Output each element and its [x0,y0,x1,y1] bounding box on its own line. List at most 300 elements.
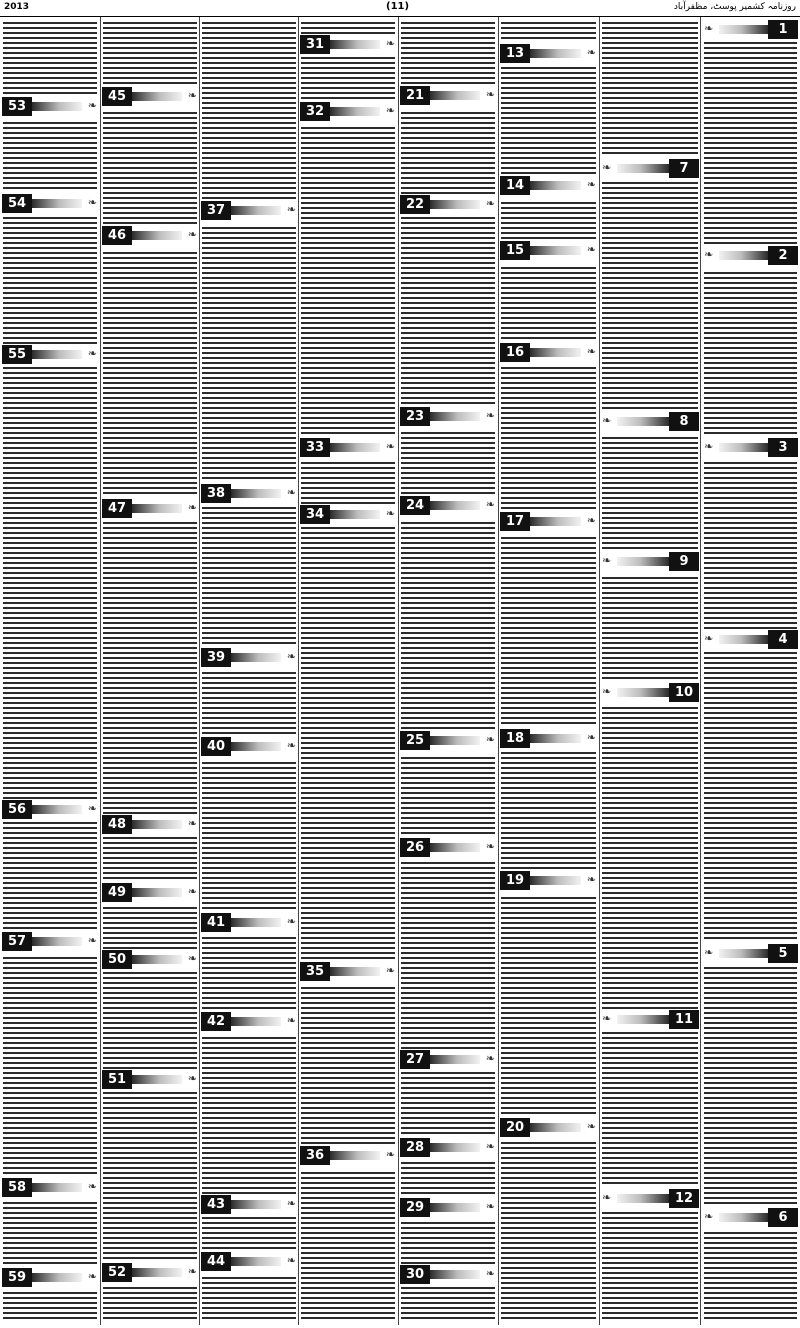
text-line [704,747,797,749]
text-line [103,1117,197,1119]
text-line [501,1317,596,1319]
text-line [3,727,97,729]
text-line [301,667,395,669]
text-line [704,392,797,394]
text-line [602,637,698,639]
text-line [103,702,197,704]
text-line [3,1157,97,1159]
text-line [103,1202,197,1204]
text-line [202,797,296,799]
column-rule [199,17,200,1325]
text-line [103,567,197,569]
text-line [704,387,797,389]
text-line [301,192,395,194]
text-line [3,717,97,719]
text-line [103,837,197,839]
text-line [202,547,296,549]
text-line [3,852,97,854]
text-line [301,917,395,919]
text-line [3,577,97,579]
text-line [602,287,698,289]
text-line [704,1192,797,1194]
text-line [602,652,698,654]
text-line [501,1302,596,1304]
text-line [401,1037,495,1039]
text-line [202,372,296,374]
text-line [3,562,97,564]
text-line [202,887,296,889]
text-line [301,477,395,479]
text-line [202,952,296,954]
text-line [704,652,797,654]
text-line [602,252,698,254]
text-line [704,402,797,404]
text-line [103,1062,197,1064]
text-line [202,972,296,974]
text-line [3,867,97,869]
text-line [103,362,197,364]
text-line [202,882,296,884]
text-line [401,22,495,24]
text-line [202,407,296,409]
text-line [301,1037,395,1039]
column-rule [700,17,701,1325]
gradient-bar [617,1194,669,1203]
text-line [501,712,596,714]
text-line [602,1152,698,1154]
text-line [401,632,495,634]
text-line [501,837,596,839]
text-line [501,987,596,989]
text-line [202,702,296,704]
text-line [103,377,197,379]
text-line [501,977,596,979]
text-line [401,437,495,439]
text-line [501,1037,596,1039]
story-marker [102,226,198,245]
text-line [103,947,197,949]
text-line [301,1317,395,1319]
text-line [501,1182,596,1184]
story-marker [102,883,198,902]
text-line [602,122,698,124]
text-line [3,832,97,834]
text-line [401,442,495,444]
text-line [3,437,97,439]
dove-icon: ❧ [586,243,596,256]
text-line [704,1147,797,1149]
text-line [401,1017,495,1019]
text-line [704,377,797,379]
text-line [501,367,596,369]
text-line [103,597,197,599]
text-line [3,137,97,139]
text-line [704,1262,797,1264]
text-line [501,302,596,304]
text-line [3,907,97,909]
text-line [3,977,97,979]
text-line [103,162,197,164]
text-line [401,1222,495,1224]
text-line [704,1062,797,1064]
text-line [202,1167,296,1169]
text-line [202,627,296,629]
text-line [202,867,296,869]
text-line [501,1247,596,1249]
text-line [103,327,197,329]
masthead-date: 2013 [4,2,30,12]
text-line [301,142,395,144]
text-line [602,367,698,369]
news-column [201,20,297,1324]
text-line [401,327,495,329]
story-number: 48 [102,815,132,834]
text-line [704,1047,797,1049]
story-marker [703,20,798,39]
text-line [103,62,197,64]
text-line [602,767,698,769]
text-line [103,477,197,479]
text-line [704,1077,797,1079]
text-line [704,1092,797,1094]
text-line [704,317,797,319]
text-line [704,537,797,539]
text-line [401,682,495,684]
text-line [3,1232,97,1234]
text-line [301,237,395,239]
story-number: 40 [201,737,231,756]
text-line [401,347,495,349]
text-line [202,1092,296,1094]
text-line [501,227,596,229]
text-line [103,1057,197,1059]
news-column [400,20,496,1324]
dove-icon: ❧ [586,514,596,527]
text-line [704,1287,797,1289]
text-line [501,1282,596,1284]
text-line [202,452,296,454]
text-line [301,792,395,794]
text-line [704,1152,797,1154]
text-line [3,487,97,489]
text-line [301,937,395,939]
text-line [103,1197,197,1199]
text-line [301,187,395,189]
text-line [704,587,797,589]
gradient-bar [231,489,281,498]
text-line [704,712,797,714]
text-line [103,252,197,254]
text-line [401,47,495,49]
text-line [704,72,797,74]
text-line [103,77,197,79]
text-line [501,652,596,654]
text-line [602,242,698,244]
text-line [3,457,97,459]
text-line [501,72,596,74]
text-line [301,952,395,954]
text-line [103,1312,197,1314]
text-line [602,197,698,199]
text-line [3,1137,97,1139]
text-line [401,487,495,489]
text-line [401,477,495,479]
text-line [3,342,97,344]
text-line [401,702,495,704]
text-line [602,387,698,389]
text-line [704,342,797,344]
story-marker [500,176,597,195]
text-line [602,597,698,599]
text-line [704,1042,797,1044]
text-line [103,1177,197,1179]
story-marker [400,838,496,857]
text-line [3,1002,97,1004]
text-line [3,1072,97,1074]
text-line [501,382,596,384]
text-line [501,152,596,154]
story-marker [400,496,496,515]
text-line [301,887,395,889]
text-line [602,507,698,509]
text-line [202,162,296,164]
text-line [3,737,97,739]
text-line [202,282,296,284]
text-line [301,942,395,944]
text-line [3,517,97,519]
text-line [401,1127,495,1129]
text-line [501,542,596,544]
text-line [401,562,495,564]
dove-icon: ❧ [187,1072,197,1085]
story-number: 42 [201,1012,231,1031]
story-marker [703,438,798,457]
gradient-bar [617,688,669,697]
text-line [3,267,97,269]
text-line [704,172,797,174]
text-line [301,1257,395,1259]
story-marker [2,97,98,116]
story-marker [2,932,98,951]
story-marker [601,412,699,431]
text-line [301,277,395,279]
text-line [103,412,197,414]
text-line [301,1302,395,1304]
text-line [301,147,395,149]
text-line [704,982,797,984]
text-line [3,1222,97,1224]
text-line [401,892,495,894]
text-line [103,1147,197,1149]
text-line [103,192,197,194]
text-line [401,1177,495,1179]
text-line [202,277,296,279]
story-number: 2 [768,246,798,265]
text-line [704,237,797,239]
story-marker [102,1263,198,1282]
text-line [401,962,495,964]
text-line [401,672,495,674]
text-line [501,927,596,929]
text-line [602,282,698,284]
text-line [401,817,495,819]
story-marker [500,512,597,531]
text-line [704,622,797,624]
text-line [401,257,495,259]
text-line [704,152,797,154]
text-line [501,1187,596,1189]
gradient-bar [530,246,581,255]
text-line [501,607,596,609]
text-line [3,322,97,324]
text-line [202,237,296,239]
text-line [602,732,698,734]
gradient-bar [231,918,281,927]
text-line [103,907,197,909]
text-line [401,67,495,69]
dove-icon: ❧ [87,934,97,947]
text-line [704,527,797,529]
text-line [401,362,495,364]
text-line [301,382,395,384]
text-line [602,922,698,924]
text-line [602,357,698,359]
story-number: 45 [102,87,132,106]
text-line [202,897,296,899]
text-line [3,697,97,699]
text-line [501,617,596,619]
text-line [103,317,197,319]
text-line [202,462,296,464]
text-line [602,1147,698,1149]
dove-icon: ❧ [602,414,612,427]
story-number: 21 [400,86,430,105]
text-line [602,1232,698,1234]
text-line [602,762,698,764]
text-line [301,817,395,819]
text-line [202,847,296,849]
text-line [301,392,395,394]
dove-icon: ❧ [187,89,197,102]
text-line [301,1217,395,1219]
text-line [301,762,395,764]
story-number: 39 [201,648,231,667]
text-line [704,287,797,289]
gradient-bar [231,1257,281,1266]
text-line [401,617,495,619]
text-line [602,672,698,674]
text-line [602,917,698,919]
text-line [602,1157,698,1159]
text-line [301,632,395,634]
text-line [103,177,197,179]
text-line [704,1052,797,1054]
text-line [301,802,395,804]
text-line [301,502,395,504]
text-line [401,912,495,914]
text-line [301,247,395,249]
text-line [3,492,97,494]
text-line [3,732,97,734]
text-line [3,687,97,689]
text-line [501,942,596,944]
text-line [401,172,495,174]
text-line [103,1232,197,1234]
text-line [501,972,596,974]
text-line [401,697,495,699]
text-line [704,767,797,769]
text-line [3,897,97,899]
text-line [301,687,395,689]
text-line [301,362,395,364]
gradient-bar [530,734,581,743]
text-line [103,42,197,44]
text-line [602,897,698,899]
column-rule [599,17,600,1325]
text-line [3,662,97,664]
text-line [202,1227,296,1229]
text-line [3,417,97,419]
story-marker [102,87,198,106]
text-line [202,1077,296,1079]
text-line [301,557,395,559]
text-line [602,227,698,229]
text-line [301,212,395,214]
text-line [602,887,698,889]
story-number: 18 [500,729,530,748]
text-line [301,1307,395,1309]
text-line [3,822,97,824]
text-line [103,1107,197,1109]
text-line [401,232,495,234]
text-line [301,1252,395,1254]
story-marker [400,407,496,426]
text-line [704,1182,797,1184]
text-line [602,977,698,979]
text-line [501,1042,596,1044]
dove-icon: ❧ [385,964,395,977]
text-line [103,432,197,434]
story-marker [703,630,798,649]
text-line [401,142,495,144]
text-line [704,1007,797,1009]
text-line [103,687,197,689]
text-line [301,852,395,854]
text-line [501,1172,596,1174]
story-marker [601,552,699,571]
text-line [103,202,197,204]
text-line [301,932,395,934]
text-line [602,872,698,874]
text-line [103,532,197,534]
text-line [301,782,395,784]
text-line [501,917,596,919]
text-line [3,502,97,504]
text-line [501,477,596,479]
text-line [202,467,296,469]
text-line [602,1182,698,1184]
text-line [704,602,797,604]
text-line [401,1022,495,1024]
text-line [704,92,797,94]
text-line [3,62,97,64]
text-line [202,982,296,984]
text-line [103,212,197,214]
text-line [3,1082,97,1084]
text-line [401,667,495,669]
text-line [301,222,395,224]
story-marker [300,505,396,524]
